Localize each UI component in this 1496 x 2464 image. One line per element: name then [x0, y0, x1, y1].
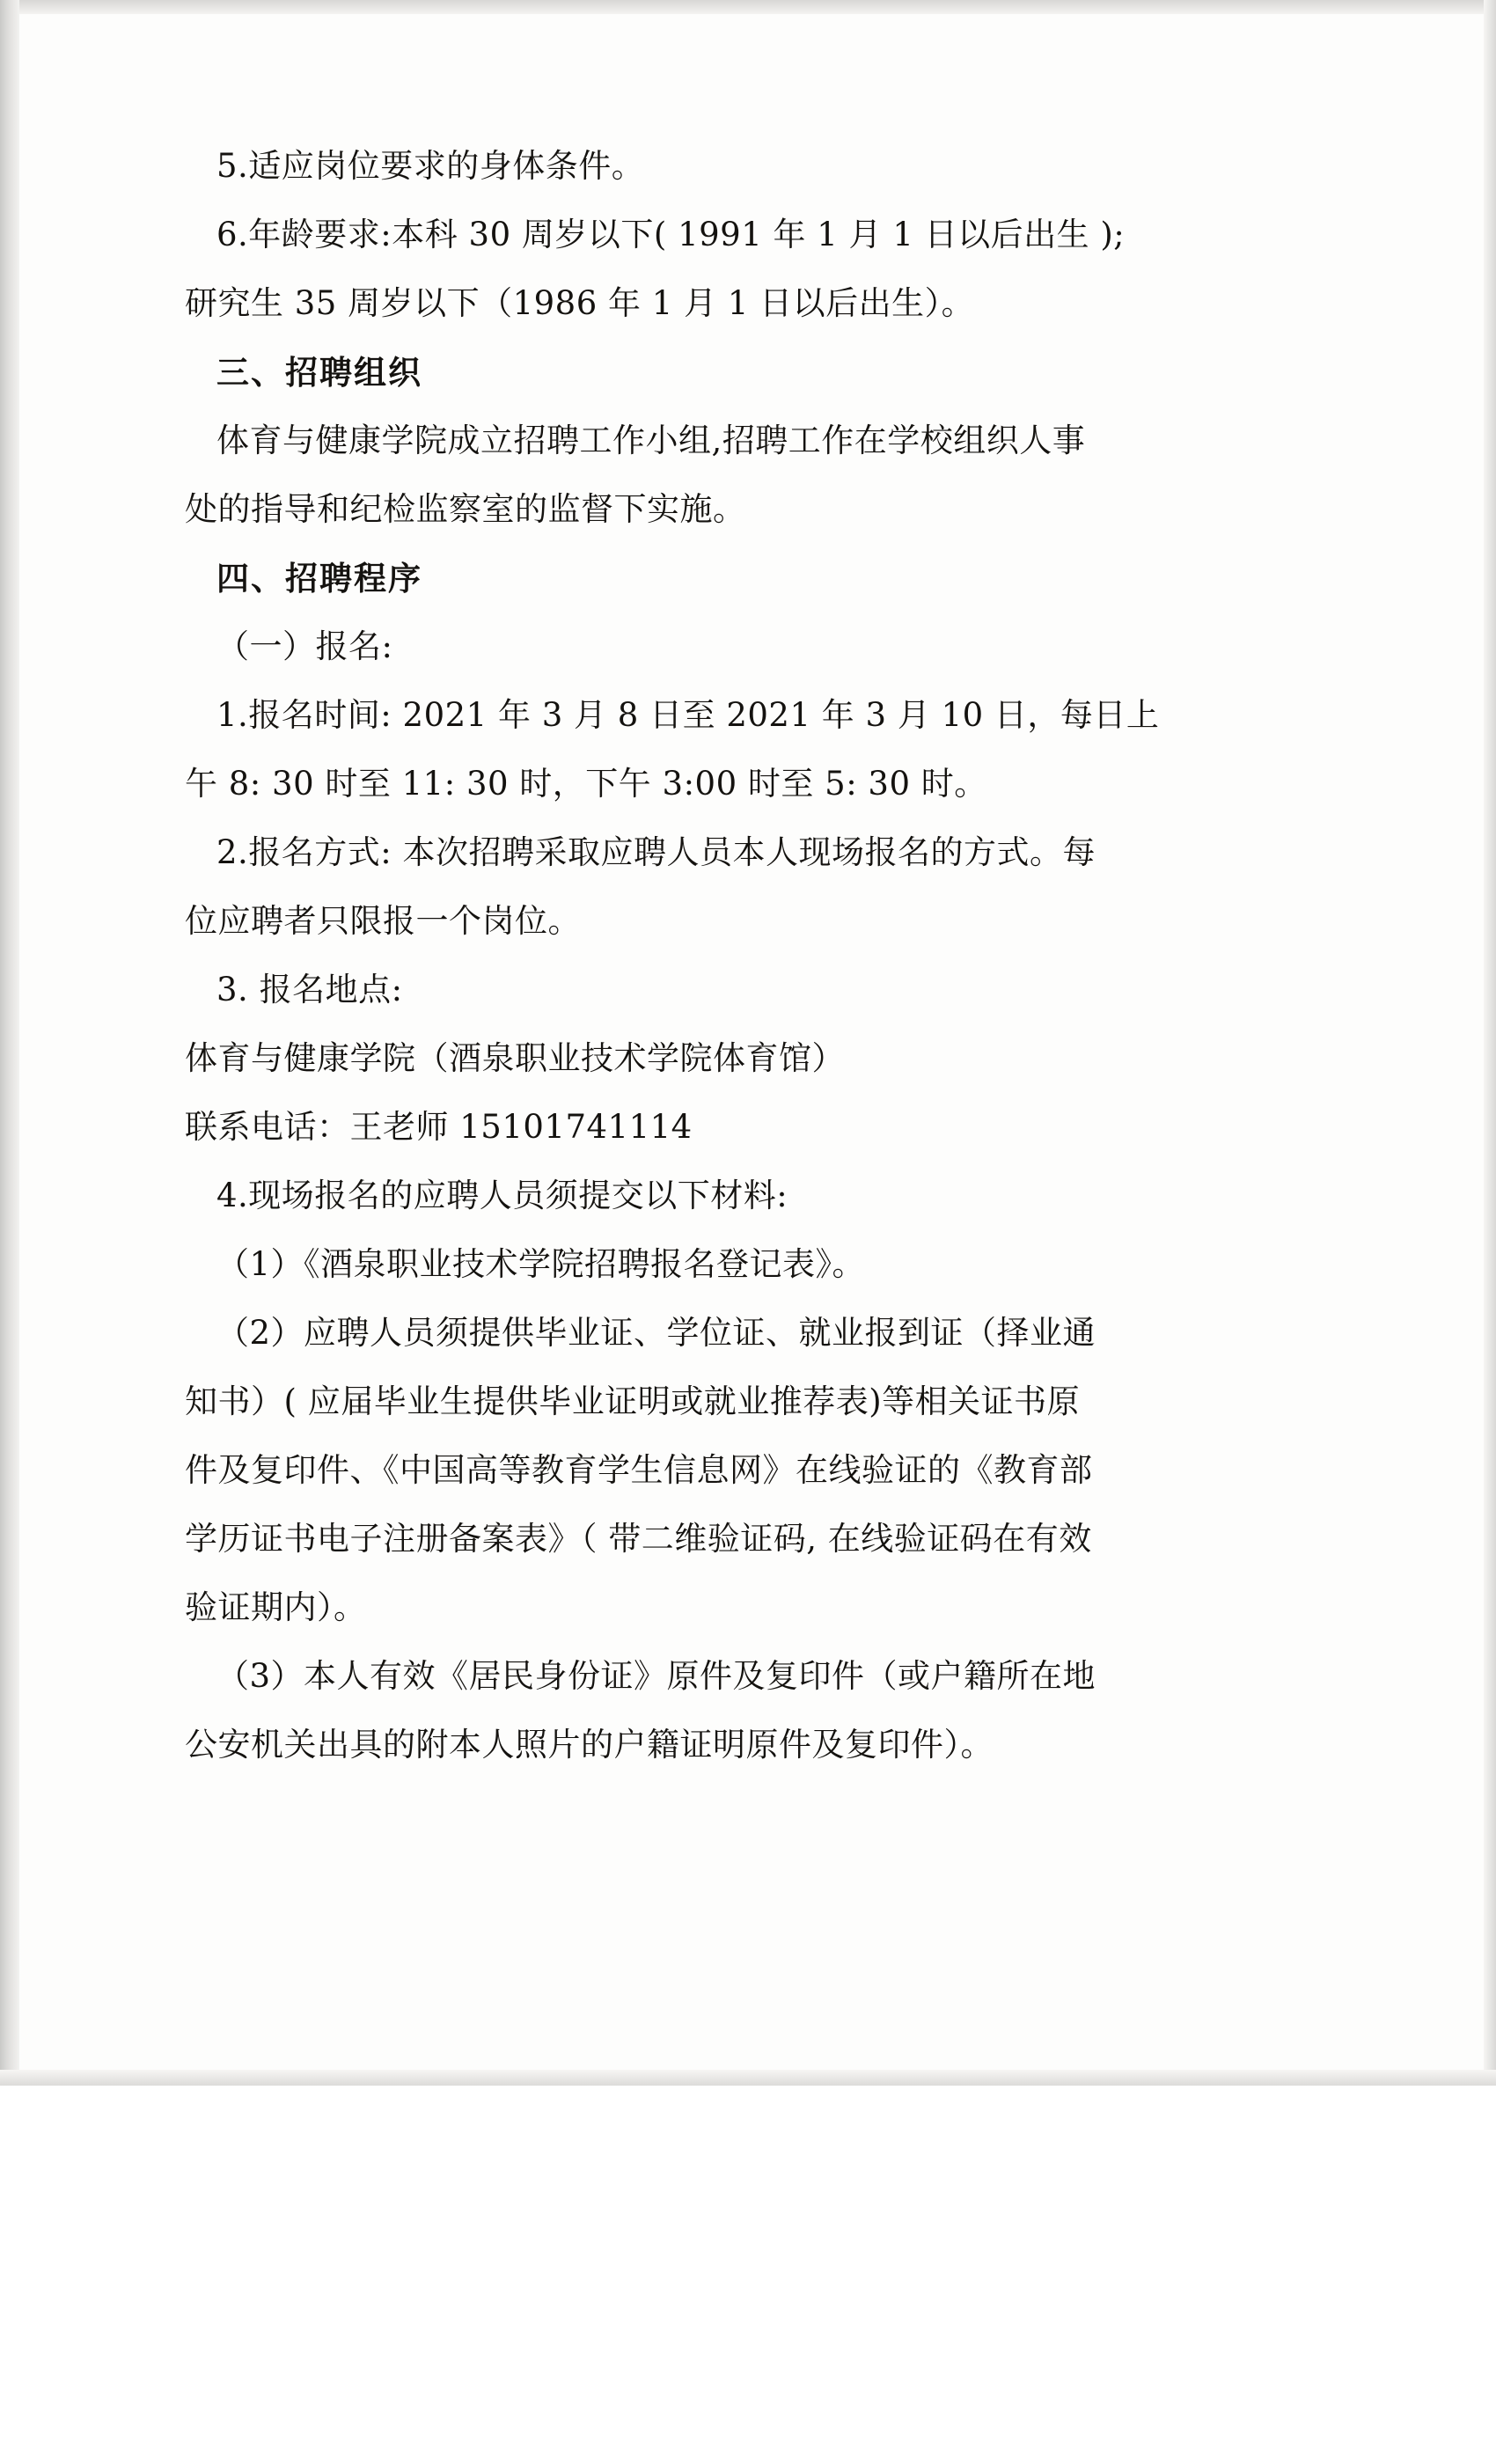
document-line: 5.适应岗位要求的身体条件。 — [216, 147, 645, 185]
document-line: 位应聘者只限报一个岗位。 — [185, 902, 581, 940]
document-line: （一）报名: — [216, 627, 393, 665]
document-line: 知书）( 应届毕业生提供毕业证明或就业推荐表)等相关证书原 — [185, 1382, 1081, 1420]
document-line: 午 8: 30 时至 11: 30 时，下午 3:00 时至 5: 30 时。 — [185, 765, 987, 803]
scan-edge-bottom — [0, 2070, 1496, 2086]
scan-edge-left — [0, 0, 19, 2086]
document-line: 3. 报名地点: — [216, 971, 403, 1008]
document-line: （2）应聘人员须提供毕业证、学位证、就业报到证（择业通 — [216, 1314, 1096, 1352]
scan-edge-right — [1484, 0, 1496, 2086]
document-line: 处的指导和纪检监察室的监督下实施。 — [185, 490, 746, 528]
document-line: （1）《酒泉职业技术学院招聘报名登记表》。 — [216, 1245, 866, 1283]
document-line: 三、招聘组织 — [216, 353, 422, 392]
document-line: 体育与健康学院成立招聘工作小组,招聘工作在学校组织人事 — [216, 422, 1086, 459]
document-line: 2.报名方式: 本次招聘采取应聘人员本人现场报名的方式。每 — [216, 833, 1096, 871]
document-line: 验证期内）。 — [185, 1588, 367, 1626]
document-line: 件及复印件、《中国高等教育学生信息网》在线验证的《教育部 — [185, 1451, 1093, 1489]
document-line: 联系电话：王老师 15101741114 — [185, 1108, 693, 1146]
document-line: 四、招聘程序 — [216, 559, 422, 598]
document-text-column — [185, 132, 1329, 1779]
document-line: 学历证书电子注册备案表》（ 带二维验证码, 在线验证码在有效 — [185, 1520, 1092, 1558]
document-line: 6.年龄要求:本科 30 周岁以下( 1991 年 1 月 1 日以后出生 ); — [216, 216, 1126, 253]
document-line: 公安机关出具的附本人照片的户籍证明原件及复印件）。 — [185, 1726, 994, 1764]
document-line: 体育与健康学院（酒泉职业技术学院体育馆） — [185, 1039, 845, 1077]
document-line: 研究生 35 周岁以下（1986 年 1 月 1 日以后出生）。 — [185, 284, 975, 322]
document-line: 4.现场报名的应聘人员须提交以下材料: — [216, 1177, 788, 1214]
scan-edge-top — [0, 0, 1496, 14]
document-line: （3）本人有效《居民身份证》原件及复印件（或户籍所在地 — [216, 1657, 1096, 1695]
document-line: 1.报名时间: 2021 年 3 月 8 日至 2021 年 3 月 10 日，每日上 — [216, 696, 1160, 734]
